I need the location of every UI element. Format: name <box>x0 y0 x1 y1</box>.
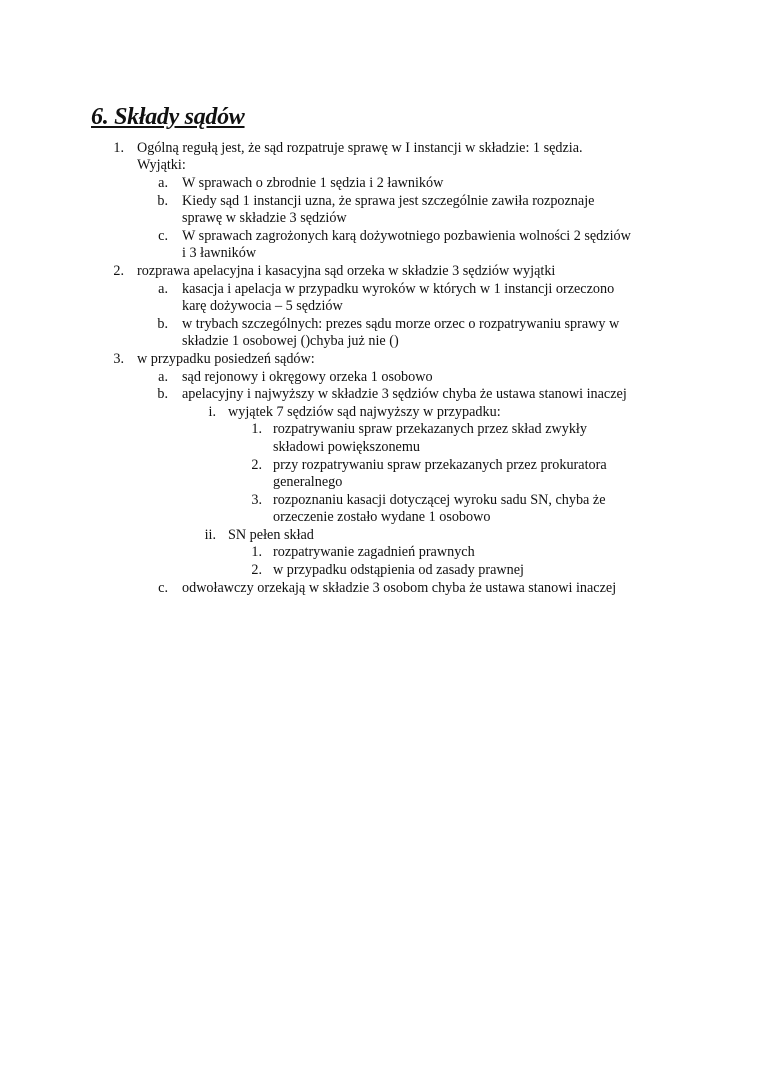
list-marker: b. <box>157 316 168 332</box>
list-item-line: rozprawa apelacyjna i kasacyjna sąd orzeka w składzie 3 sędziów wyjątki <box>137 263 556 279</box>
list-item-line: w przypadku posiedzeń sądów: <box>137 351 315 367</box>
list-marker: 1. <box>251 544 262 560</box>
list-item-line: rozpatrywanie zagadnień prawnych <box>273 544 475 560</box>
list-marker: 2. <box>251 457 262 473</box>
list-marker: a. <box>158 175 168 191</box>
list-item-line: i 3 ławników <box>182 245 257 261</box>
list-item-line: SN pełen skład <box>228 527 314 543</box>
list-marker: 1. <box>113 140 124 156</box>
list-item-line: w trybach szczególnych: prezes sądu morze orzec o rozpatrywaniu sprawy w <box>182 316 620 332</box>
list-item-line: orzeczenie zostało wydane 1 osobowo <box>273 509 491 525</box>
list-item-line: W sprawach zagrożonych karą dożywotniego pozbawienia wolności 2 sędziów <box>182 228 631 244</box>
list-item-line: apelacyjny i najwyższy w składzie 3 sędziów chyba że ustawa stanowi inaczej <box>182 386 627 402</box>
list-marker: 2. <box>113 263 124 279</box>
list-item-line: sprawę w składzie 3 sędziów <box>182 210 347 226</box>
list-marker: a. <box>158 369 168 385</box>
list-item-line: Kiedy sąd 1 instancji uzna, że sprawa jest szczególnie zawiła rozpoznaje <box>182 193 595 209</box>
list-item-line: Wyjątki: <box>137 157 186 173</box>
list-item-line: generalnego <box>273 474 343 490</box>
list-item-line: składzie 1 osobowej ()chyba już nie () <box>182 333 399 349</box>
list-item-line: karę dożywocia – 5 sędziów <box>182 298 343 314</box>
list-item-line: rozpatrywaniu spraw przekazanych przez skład zwykły <box>273 421 587 437</box>
list-item-line: Ogólną regułą jest, że sąd rozpatruje sprawę w I instancji w składzie: 1 sędzia. <box>137 140 583 156</box>
list-item-line: sąd rejonowy i okręgowy orzeka 1 osobowo <box>182 369 433 385</box>
list-item-line: W sprawach o zbrodnie 1 sędzia i 2 ławników <box>182 175 444 191</box>
list-item-line: rozpoznaniu kasacji dotyczącej wyroku sadu SN, chyba że <box>273 492 606 508</box>
list-marker: ii. <box>204 527 216 543</box>
list-marker: b. <box>157 386 168 402</box>
list-marker: 3. <box>113 351 124 367</box>
list-item-line: kasacja i apelacja w przypadku wyroków w których w 1 instancji orzeczono <box>182 281 615 297</box>
list-item-line: odwoławczy orzekają w składzie 3 osobom chyba że ustawa stanowi inaczej <box>182 580 617 596</box>
list-marker: b. <box>157 193 168 209</box>
list-marker: c. <box>158 580 168 596</box>
section-title: 6. Składy sądów <box>91 104 245 130</box>
list-marker: i. <box>208 404 216 420</box>
list-item-line: wyjątek 7 sędziów sąd najwyższy w przypadku: <box>228 404 501 420</box>
list-marker: a. <box>158 281 168 297</box>
list-marker: 3. <box>251 492 262 508</box>
list-marker: 1. <box>251 421 262 437</box>
list-item-line: przy rozpatrywaniu spraw przekazanych przez prokuratora <box>273 457 607 473</box>
list-marker: c. <box>158 228 168 244</box>
list-item-line: w przypadku odstąpienia od zasady prawnej <box>273 562 524 578</box>
list-item-line: składowi powiększonemu <box>273 439 420 455</box>
list-marker: 2. <box>251 562 262 578</box>
